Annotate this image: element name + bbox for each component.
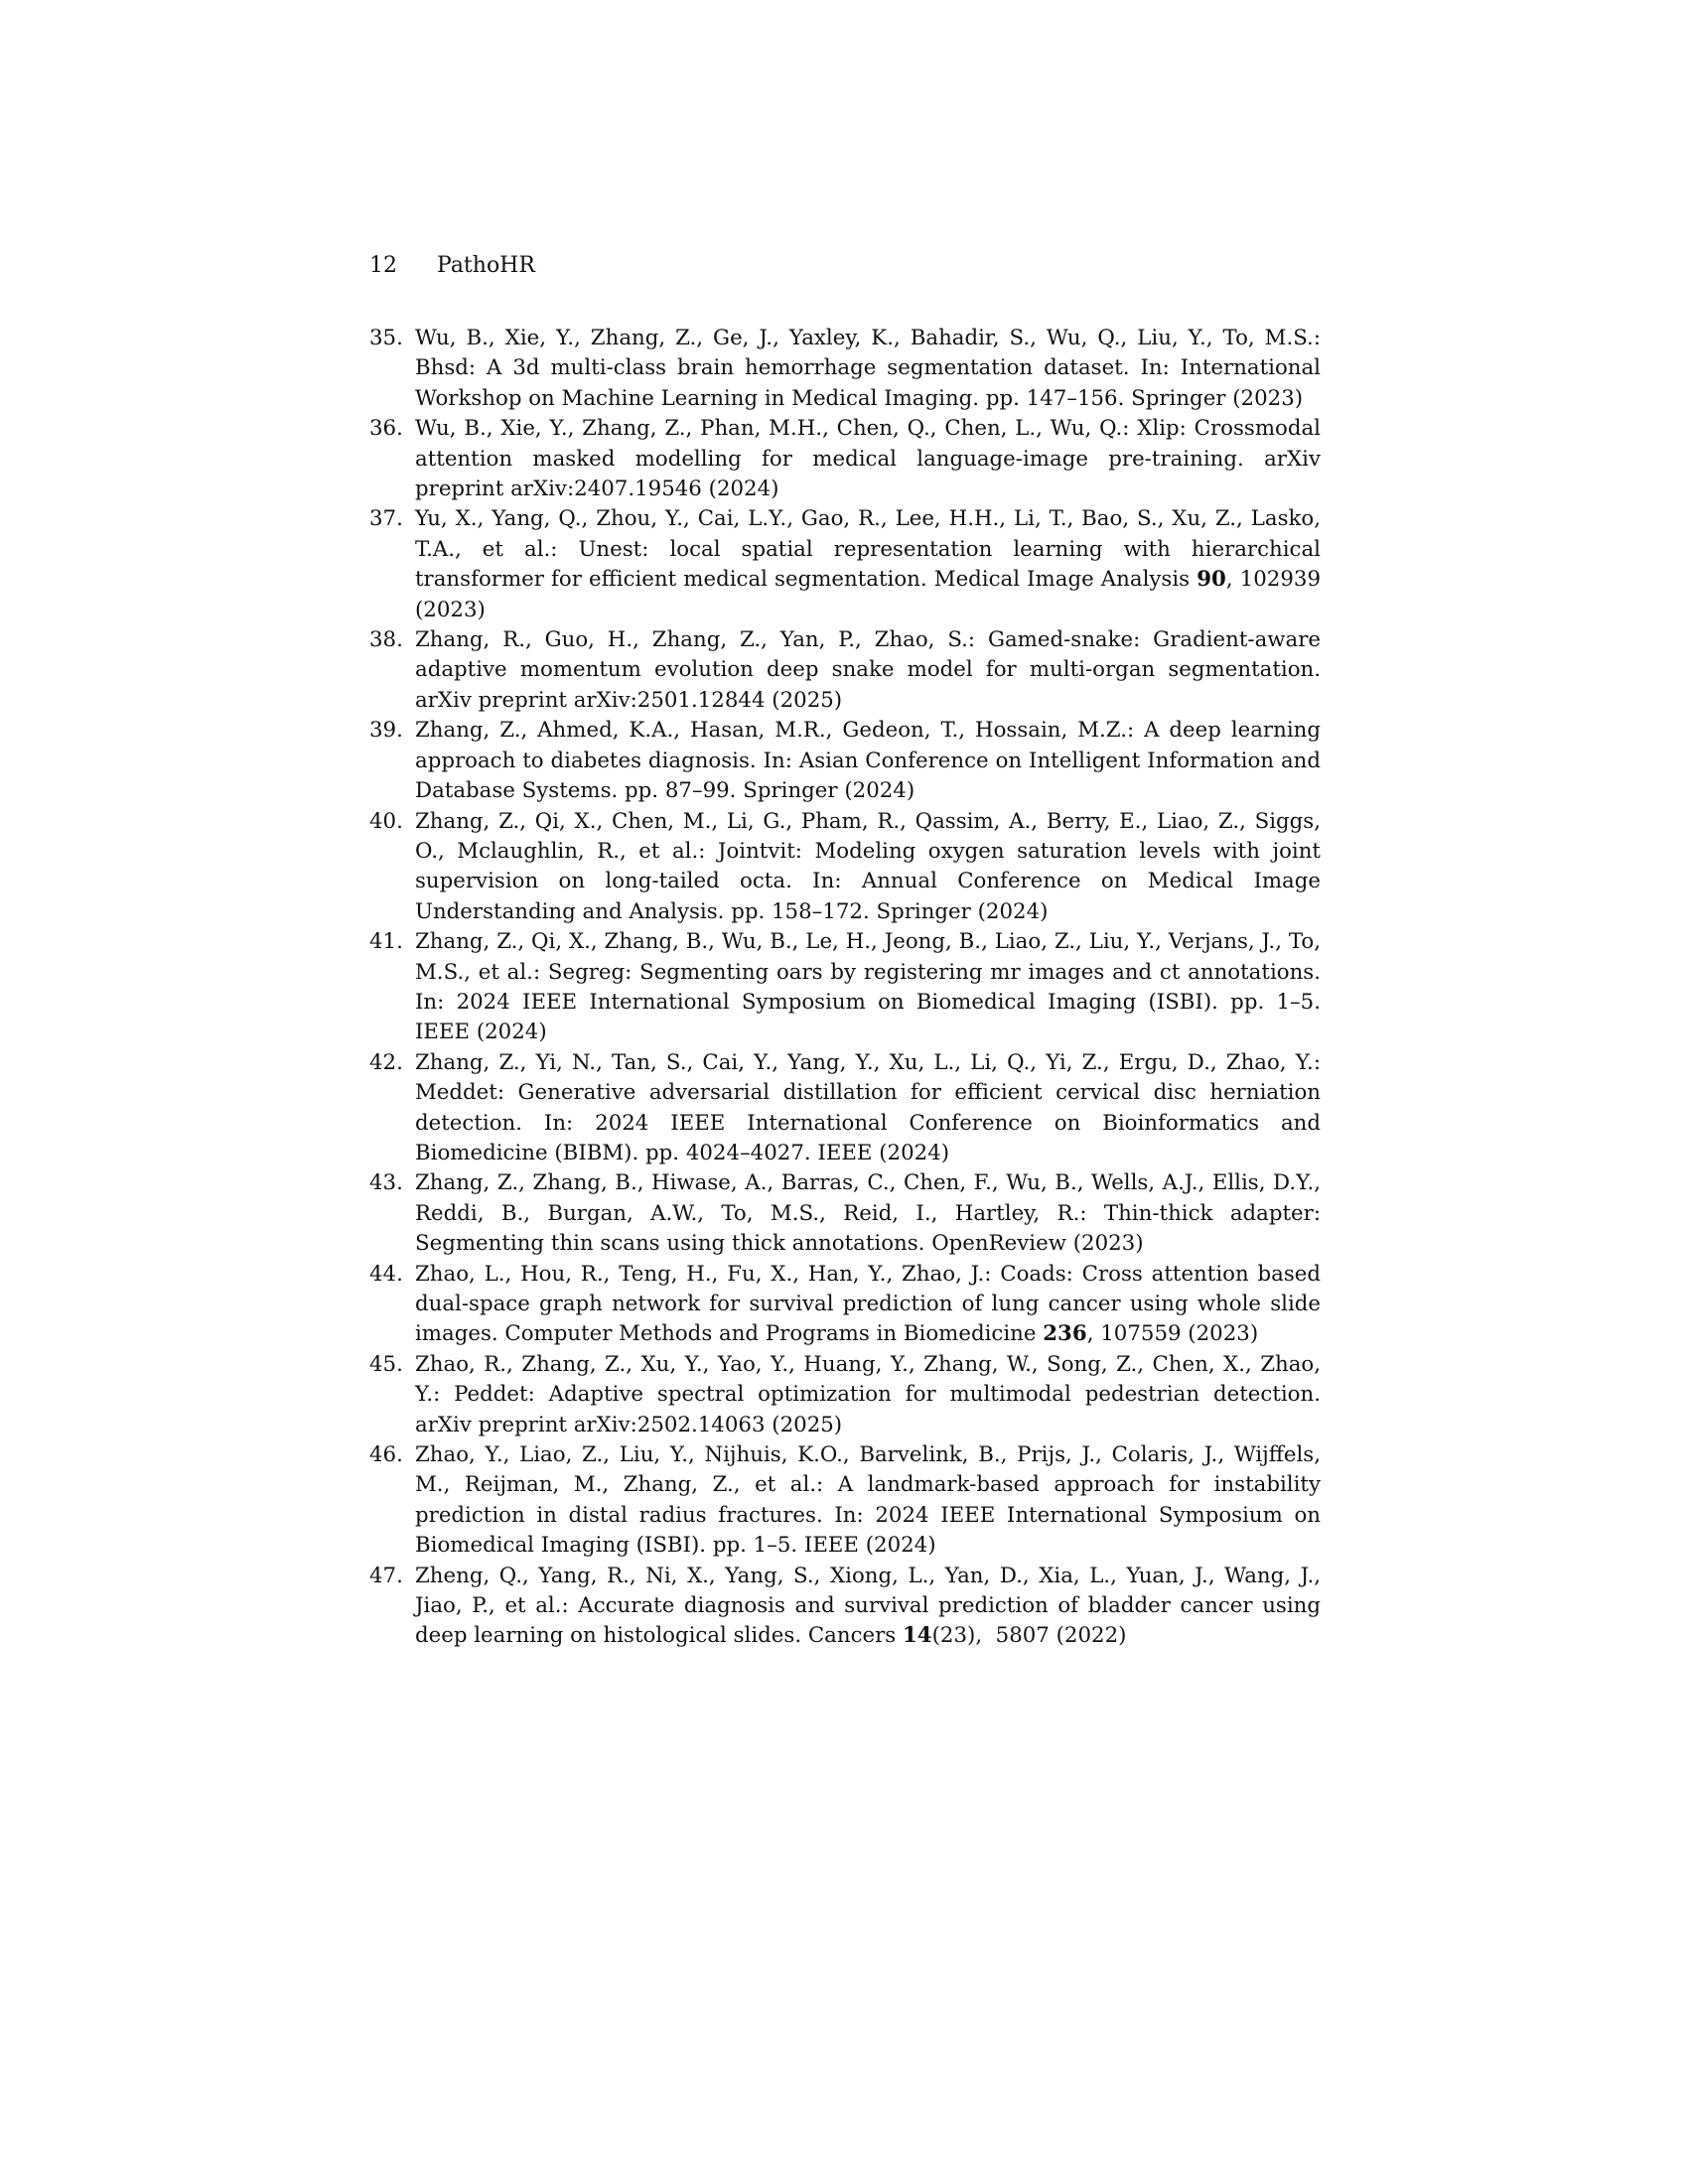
page-number: 12 bbox=[369, 253, 397, 278]
reference-number: 46. bbox=[369, 1442, 403, 1468]
reference-list bbox=[369, 324, 1321, 1652]
reference-text: Zhang, Z., Qi, X., Chen, M., Li, G., Pham, R., Qassim, A., Berry, E., Liao, Z., Siggs, O., Mclaughlin, R., et al.: Jointvit: Modeling oxygen saturation levels with joint supervision on long-tailed octa. In: Annual Conference on Medical Image Understanding and Analysis. pp. 158–172. Springer (2024) bbox=[415, 808, 1321, 924]
reference-number: 40. bbox=[369, 808, 403, 834]
reference-number: 39. bbox=[369, 718, 403, 744]
reference-number: 45. bbox=[369, 1351, 403, 1377]
reference-text: Zhang, Z., Qi, X., Zhang, B., Wu, B., Le, H., Jeong, B., Liao, Z., Liu, Y., Verjans, J., To, M.S., et al.: Segreg: Segmenting oars by registering mr images and ct annotations. In: 2024 IEEE International Symposium on Biomedical Imaging (ISBI). pp. 1–5. IEEE (2024) bbox=[415, 929, 1321, 1045]
reference-text: Wu, B., Xie, Y., Zhang, Z., Ge, J., Yaxley, K., Bahadir, S., Wu, Q., Liu, Y., To, M.S.: Bhsd: A 3d multi-class brain hemorrhage segmentation dataset. In: International Workshop on Machine Learning in Medical Imaging. pp. 147–156. Springer (2023) bbox=[415, 326, 1321, 411]
reference-text: Wu, B., Xie, Y., Zhang, Z., Phan, M.H., Chen, Q., Chen, L., Wu, Q.: Xlip: Crossmodal attention masked modelling for medical language-image pre-training. arXiv preprint arXiv:2407.19546 (2024) bbox=[415, 416, 1321, 502]
reference-number: 41. bbox=[369, 929, 403, 955]
reference-text: Zhao, R., Zhang, Z., Xu, Y., Yao, Y., Huang, Y., Zhang, W., Song, Z., Chen, X., Zhao, Y.: Peddet: Adaptive spectral optimization for multimodal pedestrian detection. arXiv preprint arXiv:2502.14063 (2025) bbox=[415, 1351, 1321, 1437]
reference-number: 37. bbox=[369, 506, 403, 532]
reference-number: 44. bbox=[369, 1261, 403, 1287]
reference-text: Zhao, L., Hou, R., Teng, H., Fu, X., Han, Y., Zhao, J.: Coads: Cross attention based dual-space graph network for survival prediction of lung cancer using whole slide images. Computer Methods and Programs in Biomedicine 236, 107559 (2023) bbox=[415, 1261, 1321, 1347]
reference-item bbox=[369, 1440, 1321, 1562]
reference-item bbox=[369, 625, 1321, 716]
reference-item bbox=[369, 807, 1321, 928]
reference-number: 38. bbox=[369, 627, 403, 653]
reference-text: Zhang, R., Guo, H., Zhang, Z., Yan, P., Zhao, S.: Gamed-snake: Gradient-aware adaptive momentum evolution deep snake model for multi-organ segmentation. arXiv preprint arXiv:2501.12844 (2025) bbox=[415, 627, 1321, 713]
reference-number: 47. bbox=[369, 1563, 403, 1588]
reference-item bbox=[369, 716, 1321, 806]
reference-item bbox=[369, 414, 1321, 504]
reference-item bbox=[369, 324, 1321, 414]
reference-text: Zhang, Z., Zhang, B., Hiwase, A., Barras, C., Chen, F., Wu, B., Wells, A.J., Ellis, D.Y., Reddi, B., Burgan, A.W., To, M.S., Reid, I., Hartley, R.: Thin-thick adapter: Segmenting thin scans using thick annotations. OpenReview (2023) bbox=[415, 1170, 1321, 1257]
reference-number: 36. bbox=[369, 416, 403, 442]
reference-text: Zhao, Y., Liao, Z., Liu, Y., Nijhuis, K.O., Barvelink, B., Prijs, J., Colaris, J., Wijffels, M., Reijman, M., Zhang, Z., et al.: A landmark-based approach for instability prediction in distal radius fractures. In: 2024 IEEE International Symposium on Biomedical Imaging (ISBI). pp. 1–5. IEEE (2024) bbox=[415, 1442, 1321, 1559]
running-title: PathoHR bbox=[437, 253, 535, 278]
reference-item bbox=[369, 1562, 1321, 1652]
reference-text: Zhang, Z., Yi, N., Tan, S., Cai, Y., Yang, Y., Xu, L., Li, Q., Yi, Z., Ergu, D., Zhao, Y.: Meddet: Generative adversarial distillation for efficient cervical disc herniation detection. In: 2024 IEEE International Conference on Bioinformatics and Biomedicine (BIBM). pp. 4024–4027. IEEE (2024) bbox=[415, 1049, 1321, 1165]
reference-text: Zhang, Z., Ahmed, K.A., Hasan, M.R., Gedeon, T., Hossain, M.Z.: A deep learning approach to diabetes diagnosis. In: Asian Conference on Intelligent Information and Database Systems. pp. 87–99. Springer (2024) bbox=[415, 718, 1321, 804]
reference-text: Yu, X., Yang, Q., Zhou, Y., Cai, L.Y., Gao, R., Lee, H.H., Li, T., Bao, S., Xu, Z., Lasko, T.A., et al.: Unest: local spatial representation learning with hierarchical transformer for efficient medical segmentation. Medical Image Analysis 90, 102939 (2023) bbox=[415, 506, 1321, 622]
reference-item bbox=[369, 1260, 1321, 1350]
reference-item bbox=[369, 1168, 1321, 1259]
reference-number: 35. bbox=[369, 326, 403, 350]
page-header bbox=[369, 252, 535, 280]
reference-number: 42. bbox=[369, 1049, 403, 1075]
reference-number: 43. bbox=[369, 1170, 403, 1196]
reference-item bbox=[369, 1048, 1321, 1169]
reference-item bbox=[369, 927, 1321, 1048]
reference-text: Zheng, Q., Yang, R., Ni, X., Yang, S., Xiong, L., Yan, D., Xia, L., Yuan, J., Wang, J., Jiao, P., et al.: Accurate diagnosis and survival prediction of bladder cancer using deep learning on histological slides. Cancers 14(23), 5807 (2022) bbox=[415, 1563, 1321, 1649]
reference-item bbox=[369, 1350, 1321, 1440]
reference-item bbox=[369, 504, 1321, 625]
